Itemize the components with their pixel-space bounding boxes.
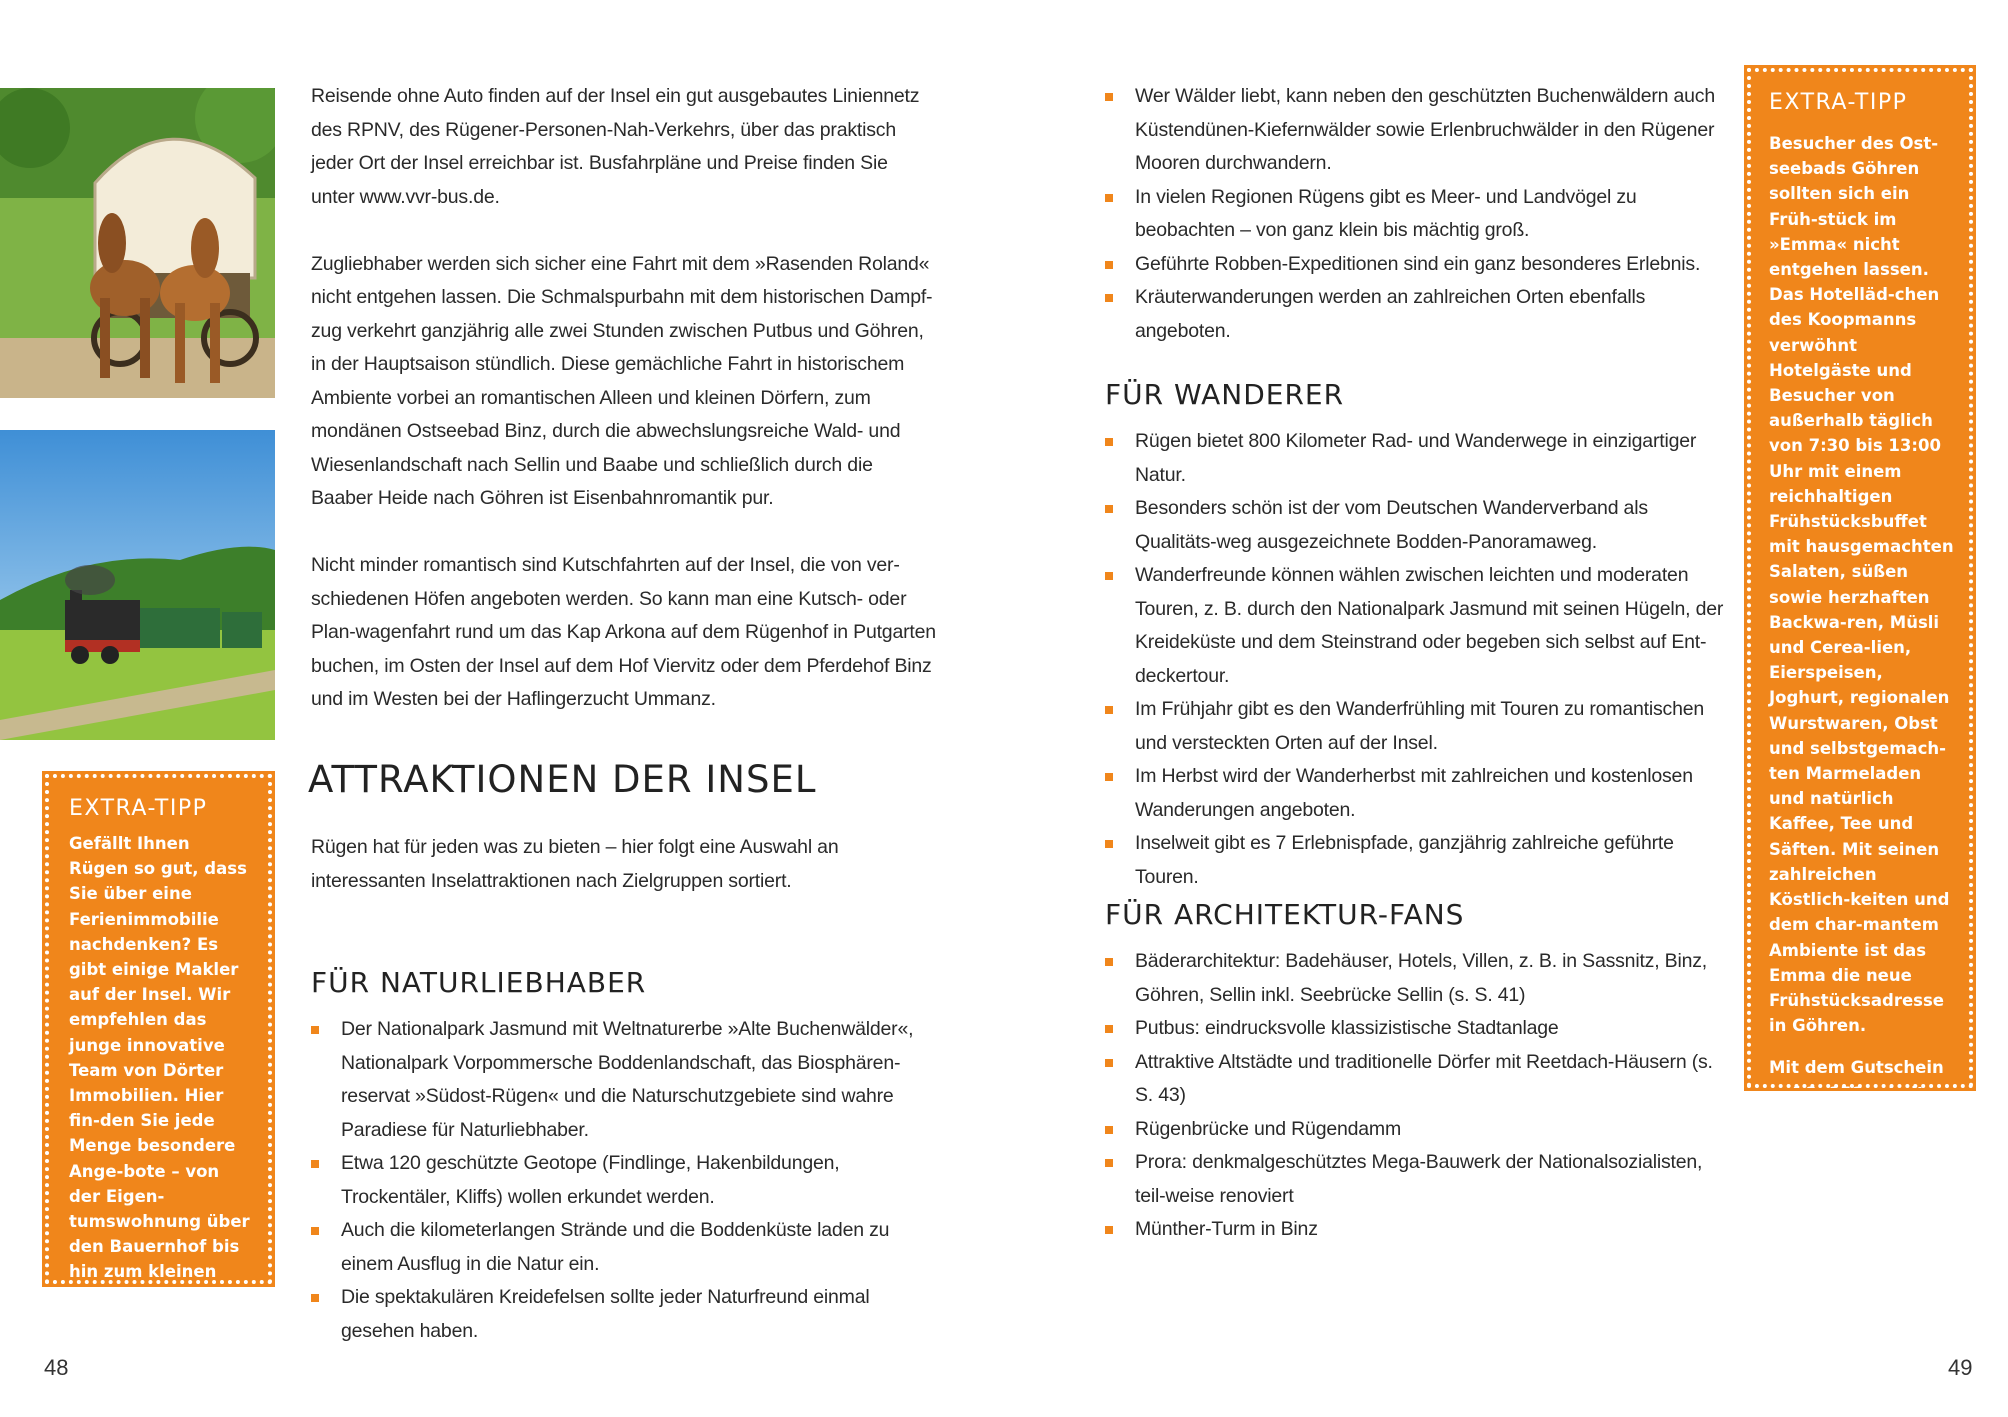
- list-item: Inselweit gibt es 7 Erlebnispfade, ganzjährig zahlreiche geführte Touren.: [1105, 827, 1730, 894]
- list-item: Bäderarchitektur: Badehäuser, Hotels, Villen, z. B. in Sassnitz, Binz, Göhren, Sellin inkl. Seebrücke Sellin (s. S. 41): [1105, 945, 1730, 1012]
- bullet-square-icon: [1105, 1059, 1113, 1067]
- bullet-square-icon: [1105, 958, 1113, 966]
- page-number-right: 49: [1948, 1355, 1973, 1380]
- left-main-column: [311, 80, 936, 717]
- list-item: Rügenbrücke und Rügendamm: [1105, 1113, 1730, 1147]
- right-main-column: [1105, 80, 1730, 348]
- heading-nature-lovers: FÜR NATURLIEBHABER: [311, 966, 647, 999]
- section-title-attractions: ATTRAKTIONEN DER INSEL: [308, 758, 817, 801]
- bullet-square-icon: [1105, 505, 1113, 513]
- bullet-square-icon: [1105, 1159, 1113, 1167]
- list-item: Geführte Robben-Expeditionen sind ein ganz besonderes Erlebnis.: [1105, 248, 1730, 282]
- nature-section: [311, 966, 937, 1348]
- extra-tip-contact: [69, 1326, 250, 1362]
- bullet-square-icon: [311, 1026, 319, 1034]
- page-number-left: 48: [44, 1355, 69, 1380]
- extra-tip-title: EXTRA-TIPP: [1769, 90, 1908, 115]
- bullet-square-icon: [1105, 93, 1113, 101]
- bullet-square-icon: [1105, 1025, 1113, 1033]
- bullet-square-icon: [1105, 773, 1113, 781]
- list-item: Im Herbst wird der Wanderherbst mit zahlreichen und kostenlosen Wanderungen angeboten.: [1105, 760, 1730, 827]
- extra-tip-box-left: [45, 774, 272, 1360]
- list-item: Putbus: eindrucksvolle klassizistische Stadtanlage: [1105, 1012, 1730, 1046]
- list-item: Prora: denkmalgeschütztes Mega-Bauwerk der Nationalsozialisten, teil-weise renoviert: [1105, 1146, 1730, 1213]
- bullet-square-icon: [1105, 438, 1113, 446]
- list-item: In vielen Regionen Rügens gibt es Meer- und Landvögel zu beobachten – von ganz klein bis mächtig groß.: [1105, 181, 1730, 248]
- list-item: Kräuterwanderungen werden an zahlreichen Orten ebenfalls angeboten.: [1105, 281, 1730, 348]
- bullet-square-icon: [1105, 194, 1113, 202]
- extra-tip-phone: Tel: 0157/32084837: [69, 1344, 194, 1360]
- attractions-section: [308, 758, 938, 898]
- list-item: Auch die kilometerlangen Strände und die Boddenküste laden zu einem Ausflug in die Natur ein.: [311, 1214, 937, 1281]
- extra-tip-box-right: [1747, 68, 1973, 1225]
- list-item: Besonders schön ist der vom Deutschen Wanderverband als Qualitäts-weg ausgezeichnete Bodden-Panoramaweg.: [1105, 492, 1730, 559]
- architecture-section: [1105, 898, 1730, 1247]
- bullet-square-icon: [1105, 572, 1113, 580]
- attractions-intro: Rügen hat für jeden was zu bieten – hier folgt eine Auswahl an interessanten Inselattraktionen nach Zielgruppen sortiert.: [311, 836, 839, 892]
- list-item: Münther-Turm in Binz: [1105, 1213, 1730, 1247]
- extra-tip-email[interactable]: doerter-immobilien@gmx.de: [69, 1326, 248, 1342]
- list-item: Wer Wälder liebt, kann neben den geschützten Buchenwäldern auch Küstendünen-Kiefernwälder sowie Erlenbruchwälder in den Rügener Mooren durchwandern.: [1105, 80, 1730, 181]
- nature-list-continued: [1105, 80, 1730, 348]
- list-item: Der Nationalpark Jasmund mit Weltnaturerbe »Alte Buchenwälder«, Nationalpark Vorpommersche Boddenlandschaft, das Biosphären-reservat »Südost-Rügen« und die Naturschutzgebiete sind wahre Paradiese für Naturliebhaber.: [311, 1013, 937, 1147]
- bullet-square-icon: [1105, 261, 1113, 269]
- list-item: Wanderfreunde können wählen zwischen leichten und moderaten Touren, z. B. durch den Nationalpark Jasmund mit seinen Hügeln, der Kreideküste und dem Steinstrand oder begeben sich selbst auf Ent-deckertour.: [1105, 559, 1730, 693]
- list-item: Rügen bietet 800 Kilometer Rad- und Wanderwege in einzigartiger Natur.: [1105, 425, 1730, 492]
- hikers-list: [1105, 425, 1730, 894]
- paragraph-rasender-roland: Zugliebhaber werden sich sicher eine Fahrt mit dem »Rasenden Roland« nicht entgehen lassen. Die Schmalspurbahn mit dem historischen Dampf-zug verkehrt ganzjährig alle zwei Stunden zwischen Putbus und Göhren, in der Hauptsaison stündlich. Diese gemächliche Fahrt in historischem Ambiente vorbei an romantischen Alleen und kleinen Dörfern, zum mondänen Ostseebad Binz, durch die abwechslungsreiche Wald- und Wiesenlandschaft nach Sellin und Baabe und schließlich durch die Baaber Heide nach Göhren ist Eisenbahnromantik pur.: [311, 252, 933, 509]
- bullet-square-icon: [1105, 706, 1113, 714]
- bullet-square-icon: [1105, 294, 1113, 302]
- bullet-square-icon: [311, 1294, 319, 1302]
- bullet-square-icon: [1105, 1126, 1113, 1134]
- paragraph-kutschfahrten: Nicht minder romantisch sind Kutschfahrten auf der Insel, die von ver-schiedenen Höfen angeboten werden. So kann man eine Kutsch- oder Plan-wagenfahrt rund um das Kap Arkona auf dem Rügenhof in Putgarten buchen, im Osten der Insel auf dem Hof Viervitz oder dem Pferdehof Binz und im Westen bei der Haflingerzucht Ummanz.: [311, 554, 936, 710]
- heading-hikers: FÜR WANDERER: [1105, 378, 1345, 411]
- list-item: Im Frühjahr gibt es den Wanderfrühling mit Touren zu romantischen und versteckten Orten auf der Insel.: [1105, 693, 1730, 760]
- architecture-list: [1105, 945, 1730, 1247]
- extra-tip-body: Gefällt Ihnen Rügen so gut, dass Sie über eine Ferienimmobilie nachdenken? Es gibt einige Makler auf der Insel. Wir empfehlen das junge innovative Team von Dörter Immobilien. Hier fin-den Sie jede Menge besondere Ange-bote – von der Eigen-tumswohnung über den Bauernhof bis hin zum kleinen Hotel.: [69, 834, 250, 1307]
- extra-tip-more-info[interactable]: Mehr Infos unter www. koopmanns.de/de/laedchen/ fruehstueck: [1769, 1173, 1967, 1225]
- extra-tip-title: EXTRA-TIPP: [69, 796, 208, 821]
- bullet-square-icon: [1105, 840, 1113, 848]
- bullet-square-icon: [311, 1227, 319, 1235]
- extra-tip-body: Besucher des Ost-seebads Göhren sollten sich ein Früh-stück im »Emma« nicht entgehen lassen. Das Hotelläd-chen des Koopmanns verwöhnt Hotelgäste und Besucher von außerhalb täglich von 7:30 bis 13:00 Uhr mit einem reichhaltigen Frühstücksbuffet mit hausgemachten Salaten, süßen sowie herzhaften Backwa-ren, Müsli und Cerea-lien, Eierspeisen, Joghurt, regionalen Wurstwaren, Obst und selbstgemach-ten Marmeladen und natürlich Kaffee, Tee und Säften. Mit seinen zahlreichen Köstlich-keiten und dem char-mantem Ambiente ist das Emma die neue Frühstücksadresse in Göhren.: [1769, 134, 1954, 1036]
- horse-carriage-photo: [0, 88, 275, 398]
- extra-tip-voucher: Mit dem Gutschein auf S. 158 erhalten Sie 10 % Rabatt auf das Frühstück.: [1769, 1058, 1953, 1153]
- steam-train-photo: [0, 430, 275, 740]
- list-item: Attraktive Altstädte und traditionelle Dörfer mit Reetdach-Häusern (s. S. 43): [1105, 1046, 1730, 1113]
- list-item: Etwa 120 geschützte Geotope (Findlinge, Hakenbildungen, Trockentäler, Kliffs) wollen erkundet werden.: [311, 1147, 937, 1214]
- nature-list: [311, 1013, 937, 1348]
- paragraph-public-transport: Reisende ohne Auto finden auf der Insel ein gut ausgebautes Liniennetz des RPNV, des Rügener-Personen-Nah-Verkehrs, über das praktisch jeder Ort der Insel erreichbar ist. Busfahrpläne und Preise finden Sie unter www.vvr-bus.de.: [311, 85, 920, 208]
- heading-architecture-fans: FÜR ARCHITEKTUR-FANS: [1105, 898, 1465, 931]
- bullet-square-icon: [311, 1160, 319, 1168]
- list-item: Die spektakulären Kreidefelsen sollte jeder Naturfreund einmal gesehen haben.: [311, 1281, 937, 1348]
- hikers-section: [1105, 378, 1730, 894]
- bullet-square-icon: [1105, 1226, 1113, 1234]
